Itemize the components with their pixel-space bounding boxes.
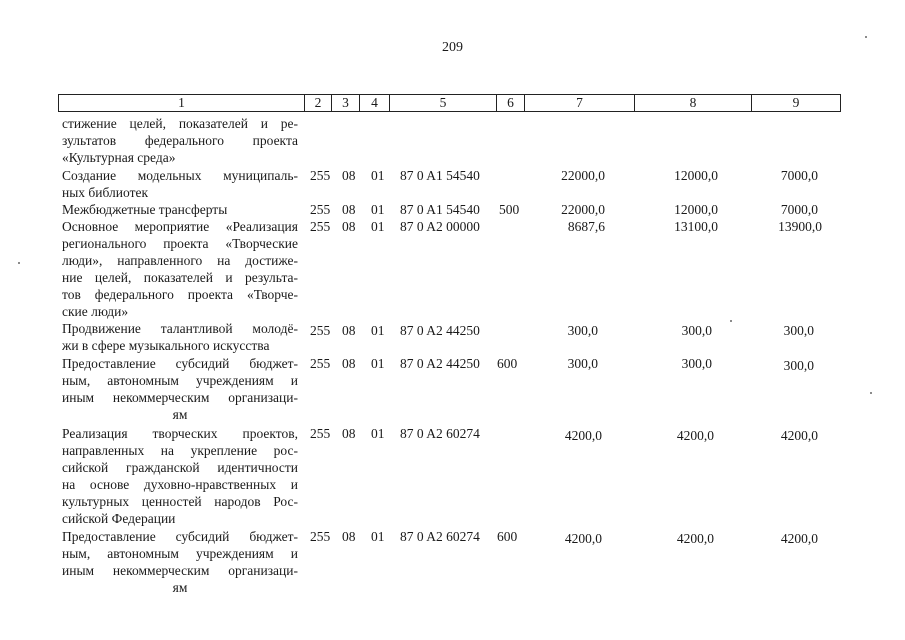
- row-description: [62, 355, 298, 423]
- description-line: люди», направленного на достиже-: [62, 253, 298, 268]
- description-line: Основное мероприятие «Реализация: [62, 219, 298, 234]
- cell-amount-9: 7000,0: [780, 202, 818, 217]
- scan-speck: [870, 392, 872, 394]
- cell-ministry: 255: [310, 356, 331, 371]
- scan-speck: [18, 262, 20, 264]
- row-description: [62, 528, 298, 596]
- header-col-2: 2: [305, 95, 332, 111]
- cell-amount-8: 300,0: [681, 323, 712, 338]
- description-line: культурных ценностей народов Рос-: [62, 494, 298, 509]
- cell-section: 08: [342, 168, 356, 183]
- cell-amount-7: 300,0: [567, 323, 598, 338]
- cell-amount-9: 7000,0: [780, 168, 818, 183]
- cell-amount-7: 4200,0: [564, 531, 602, 546]
- header-col-8: 8: [635, 95, 752, 111]
- row-description: [62, 201, 298, 218]
- cell-amount-9: 4200,0: [780, 428, 818, 443]
- cell-target-article: 87 0 A2 60274: [400, 426, 480, 441]
- cell-amount-8: 4200,0: [676, 428, 714, 443]
- description-line: «Культурная среда»: [62, 150, 176, 165]
- cell-section: 08: [342, 219, 356, 234]
- row-description: [62, 425, 298, 527]
- cell-amount-7: 22000,0: [561, 202, 605, 217]
- description-line: регионального проекта «Творческие: [62, 236, 298, 251]
- header-col-6: 6: [497, 95, 525, 111]
- cell-amount-7: 300,0: [567, 356, 598, 371]
- row-description: [62, 320, 298, 354]
- cell-ministry: 255: [310, 219, 331, 234]
- cell-section: 08: [342, 426, 356, 441]
- cell-target-article: 87 0 A1 54540: [400, 202, 480, 217]
- cell-subsection: 01: [371, 529, 385, 544]
- cell-amount-7: 22000,0: [561, 168, 605, 183]
- description-line: зультатов федерального проекта: [62, 133, 298, 148]
- cell-ministry: 255: [310, 426, 331, 441]
- cell-subsection: 01: [371, 323, 385, 338]
- cell-section: 08: [342, 202, 356, 217]
- cell-amount-8: 4200,0: [676, 531, 714, 546]
- description-line: сийской Федерации: [62, 511, 176, 526]
- cell-target-article: 87 0 A2 44250: [400, 356, 480, 371]
- description-line: сийской гражданской идентичности: [62, 460, 298, 475]
- cell-amount-7: 8687,6: [567, 219, 605, 234]
- cell-target-article: 87 0 A2 44250: [400, 323, 480, 338]
- cell-section: 08: [342, 323, 356, 338]
- cell-subsection: 01: [371, 426, 385, 441]
- cell-target-article: 87 0 A2 00000: [400, 219, 480, 234]
- cell-expense-type: 600: [497, 529, 518, 544]
- cell-subsection: 01: [371, 356, 385, 371]
- description-line: Создание модельных муниципаль-: [62, 168, 298, 183]
- table-header-row: [58, 94, 841, 112]
- description-line: Предоставление субсидий бюджет-: [62, 529, 298, 544]
- scan-speck: [865, 36, 867, 38]
- description-line: Межбюджетные трансферты: [62, 202, 228, 217]
- cell-amount-8: 13100,0: [674, 219, 718, 234]
- cell-amount-9: 300,0: [783, 358, 814, 373]
- cell-ministry: 255: [310, 202, 331, 217]
- description-line: ние целей, показателей и результа-: [62, 270, 298, 285]
- row-description: [62, 218, 298, 320]
- cell-target-article: 87 0 A1 54540: [400, 168, 480, 183]
- description-line: на основе духовно-нравственных и: [62, 477, 298, 492]
- row-description: [62, 115, 298, 166]
- header-col-3: 3: [332, 95, 360, 111]
- cell-ministry: 255: [310, 168, 331, 183]
- header-col-7: 7: [525, 95, 635, 111]
- page-number: 209: [442, 40, 463, 55]
- cell-amount-9: 4200,0: [780, 531, 818, 546]
- cell-amount-8: 12000,0: [674, 168, 718, 183]
- description-line: ным, автономным учреждениям и: [62, 373, 298, 388]
- description-line: иным некоммерческим организаци-: [62, 563, 298, 578]
- description-line: ных библиотек: [62, 185, 149, 200]
- cell-expense-type: 600: [497, 356, 518, 371]
- cell-ministry: 255: [310, 529, 331, 544]
- cell-amount-8: 300,0: [681, 356, 712, 371]
- cell-subsection: 01: [371, 202, 385, 217]
- description-line: тов федерального проекта «Творче-: [62, 287, 298, 302]
- header-col-9: 9: [792, 95, 800, 110]
- description-line: ские люди»: [62, 304, 129, 319]
- description-line: Продвижение талантливой молодё-: [62, 321, 298, 336]
- description-line: ям: [172, 407, 188, 422]
- scan-speck: [730, 320, 732, 322]
- cell-target-article: 87 0 A2 60274: [400, 529, 480, 544]
- description-line: жи в сфере музыкального искусства: [62, 338, 270, 353]
- cell-amount-8: 12000,0: [674, 202, 718, 217]
- cell-subsection: 01: [371, 219, 385, 234]
- cell-section: 08: [342, 356, 356, 371]
- cell-subsection: 01: [371, 168, 385, 183]
- cell-expense-type: 500: [499, 202, 520, 217]
- description-line: направленных на укрепление рос-: [62, 443, 298, 458]
- description-line: ям: [172, 580, 188, 595]
- cell-amount-9: 300,0: [783, 323, 814, 338]
- header-col-1: 1: [59, 95, 305, 111]
- description-line: Реализация творческих проектов,: [62, 426, 298, 441]
- cell-ministry: 255: [310, 323, 331, 338]
- description-line: иным некоммерческим организаци-: [62, 390, 298, 405]
- cell-amount-9: 13900,0: [778, 219, 822, 234]
- cell-amount-7: 4200,0: [564, 428, 602, 443]
- row-description: [62, 167, 298, 201]
- description-line: ным, автономным учреждениям и: [62, 546, 298, 561]
- description-line: Предоставление субсидий бюджет-: [62, 356, 298, 371]
- cell-section: 08: [342, 529, 356, 544]
- header-col-5: 5: [390, 95, 497, 111]
- description-line: стижение целей, показателей и ре-: [62, 116, 298, 131]
- header-col-4: 4: [360, 95, 390, 111]
